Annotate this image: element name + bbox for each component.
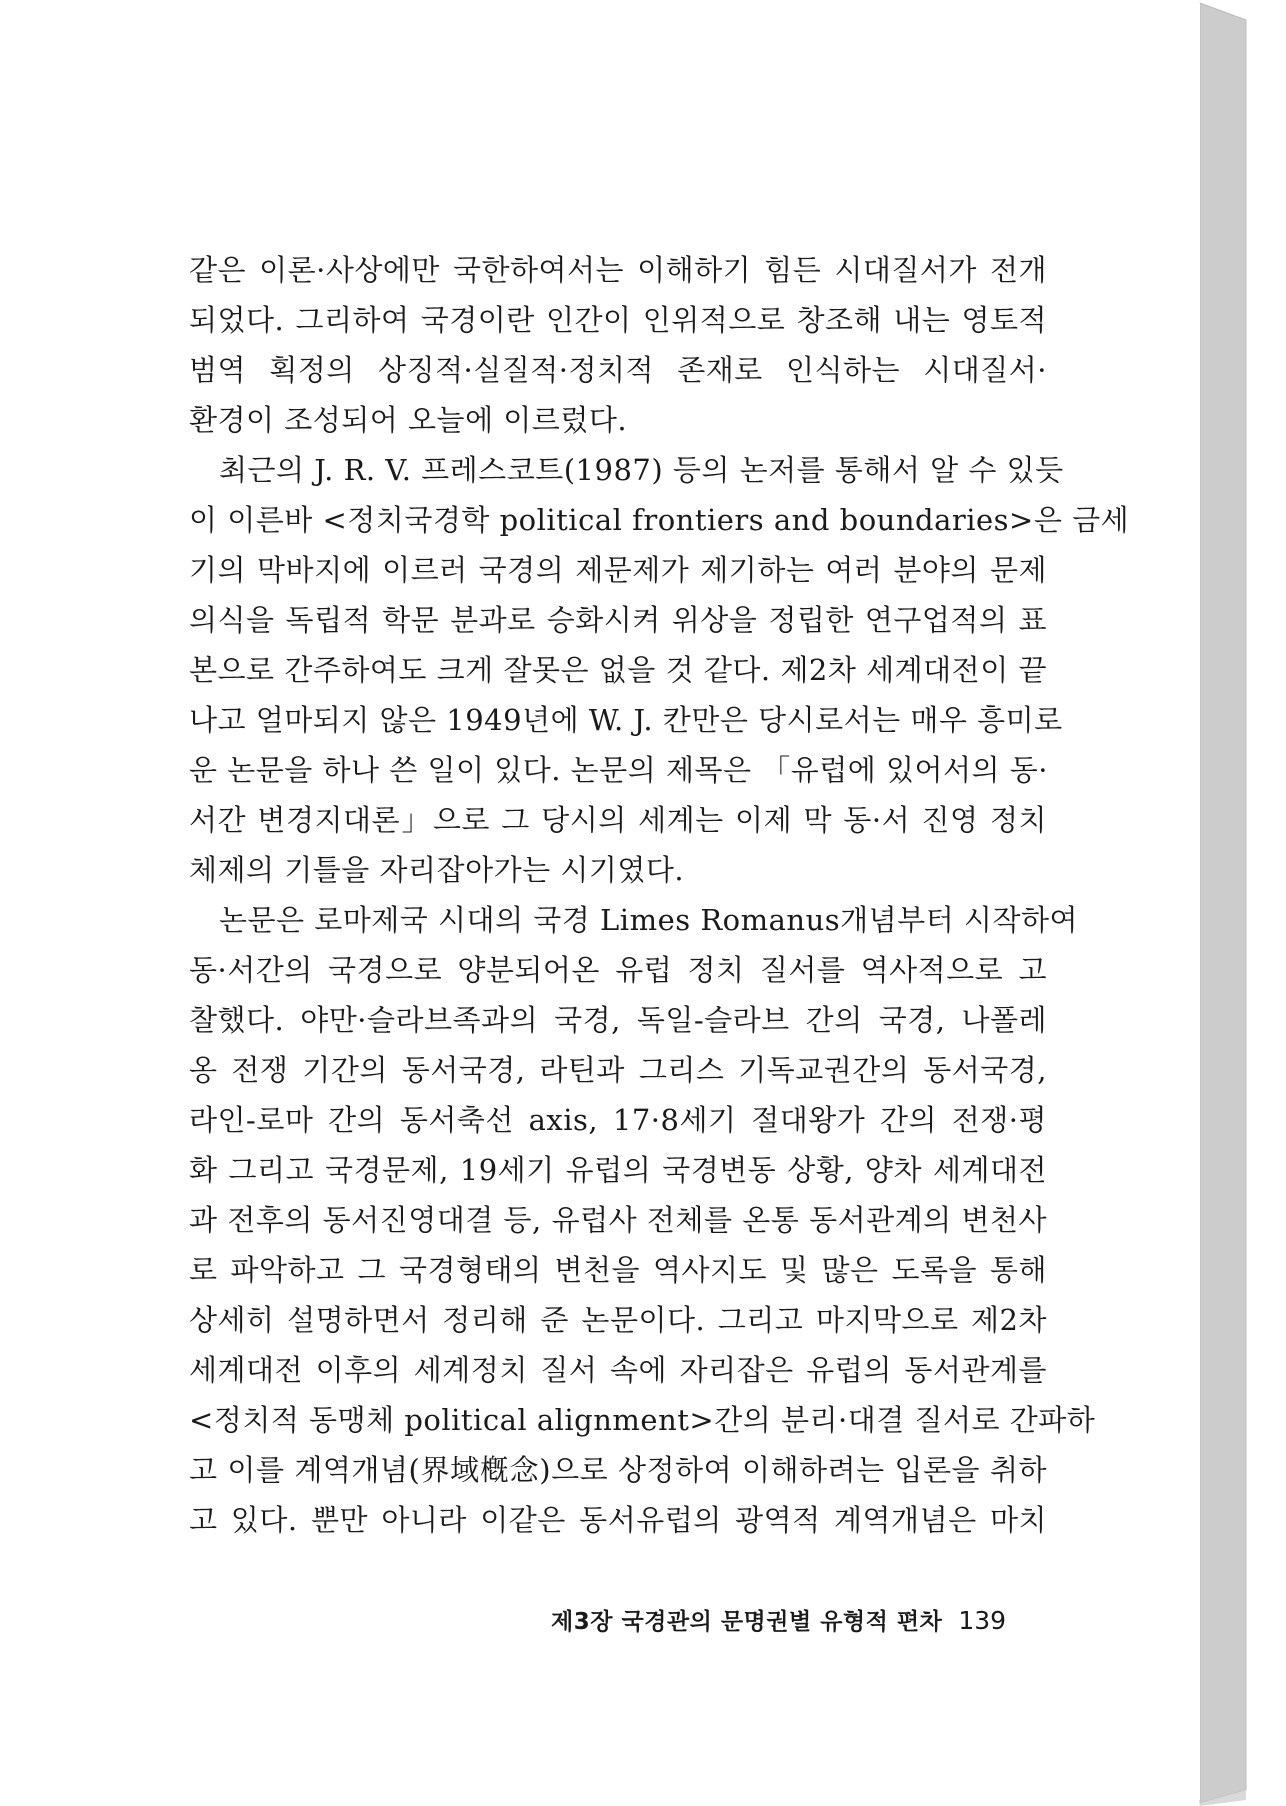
text-line: <정치적 동맹체 political alignment>간의 분리·대결 질서로 간파하: [189, 1403, 1096, 1437]
text-line: 찰했다. 야만·슬라브족과의 국경, 독일-슬라브 간의 국경, 나폴레: [189, 1003, 1047, 1037]
text-line: 의식을 독립적 학문 분과로 승화시켜 위상을 정립한 연구업적의 표: [189, 603, 1047, 637]
text-line: 기의 막바지에 이르러 국경의 제문제가 제기하는 여러 분야의 문제: [189, 553, 1047, 587]
text-line: 최근의 J. R. V. 프레스코트(1987) 등의 논저를 통해서 알 수 있듯: [219, 453, 1064, 487]
running-footer-chapter: 제3장 국경관의 문명권별 유형적 편차: [551, 1609, 943, 1635]
text-line: 고 있다. 뿐만 아니라 이같은 동서유럽의 광역적 계역개념은 마치: [189, 1503, 1047, 1537]
text-line: 이 이른바 <정치국경학 political frontiers and boundaries>은 금세: [189, 503, 1130, 537]
text-line: 운 논문을 하나 쓴 일이 있다. 논문의 제목은 「유럽에 있어서의 동·: [189, 753, 1048, 787]
text-line: 로 파악하고 그 국경형태의 변천을 역사지도 및 많은 도록을 통해: [189, 1253, 1047, 1287]
text-line: 체제의 기틀을 자리잡아가는 시기였다.: [189, 853, 685, 887]
text-line: 옹 전쟁 기간의 동서국경, 라틴과 그리스 기독교권간의 동서국경,: [189, 1053, 1047, 1087]
page-number: 139: [958, 1606, 1007, 1635]
text-line: 화 그리고 국경문제, 19세기 유럽의 국경변동 상황, 양차 세계대전: [189, 1153, 1047, 1187]
text-line: 세계대전 이후의 세계정치 질서 속에 자리잡은 유럽의 동서관계를: [189, 1353, 1047, 1387]
text-line: 되었다. 그리하여 국경이란 인간이 인위적으로 창조해 내는 영토적: [189, 303, 1047, 337]
text-line: 본으로 간주하여도 크게 잘못은 없을 것 같다. 제2차 세계대전이 끝: [189, 653, 1047, 687]
page-footer: [551, 1601, 1011, 1641]
text-line: 상세히 설명하면서 정리해 준 논문이다. 그리고 마지막으로 제2차: [189, 1303, 1047, 1337]
text-line: 나고 얼마되지 않은 1949년에 W. J. 칸만은 당시로서는 매우 흥미로: [189, 703, 1063, 737]
text-line: 같은 이론·사상에만 국한하여서는 이해하기 힘든 시대질서가 전개: [189, 253, 1047, 287]
book-page: [3, 3, 1200, 1800]
text-line: 고 이를 계역개념(界域槪念)으로 상정하여 이해하려는 입론을 취하: [189, 1453, 1047, 1487]
text-line: 과 전후의 동서진영대결 등, 유럽사 전체를 온통 동서관계의 변천사: [189, 1203, 1047, 1237]
page-stack-side: [1200, 3, 1246, 1803]
text-line: 환경이 조성되어 오늘에 이르렀다.: [189, 403, 628, 437]
text-line: 범역 획정의 상징적·실질적·정치적 존재로 인식하는 시대질서·: [189, 353, 1047, 387]
text-line: 논문은 로마제국 시대의 국경 Limes Romanus개념부터 시작하여: [219, 903, 1078, 937]
body-text: [189, 245, 1130, 1545]
text-line: 서간 변경지대론」으로 그 당시의 세계는 이제 막 동·서 진영 정치: [189, 803, 1047, 837]
text-line: 라인-로마 간의 동서축선 axis, 17·8세기 절대왕가 간의 전쟁·평: [189, 1103, 1047, 1137]
text-line: 동·서간의 국경으로 양분되어온 유럽 정치 질서를 역사적으로 고: [189, 953, 1047, 987]
